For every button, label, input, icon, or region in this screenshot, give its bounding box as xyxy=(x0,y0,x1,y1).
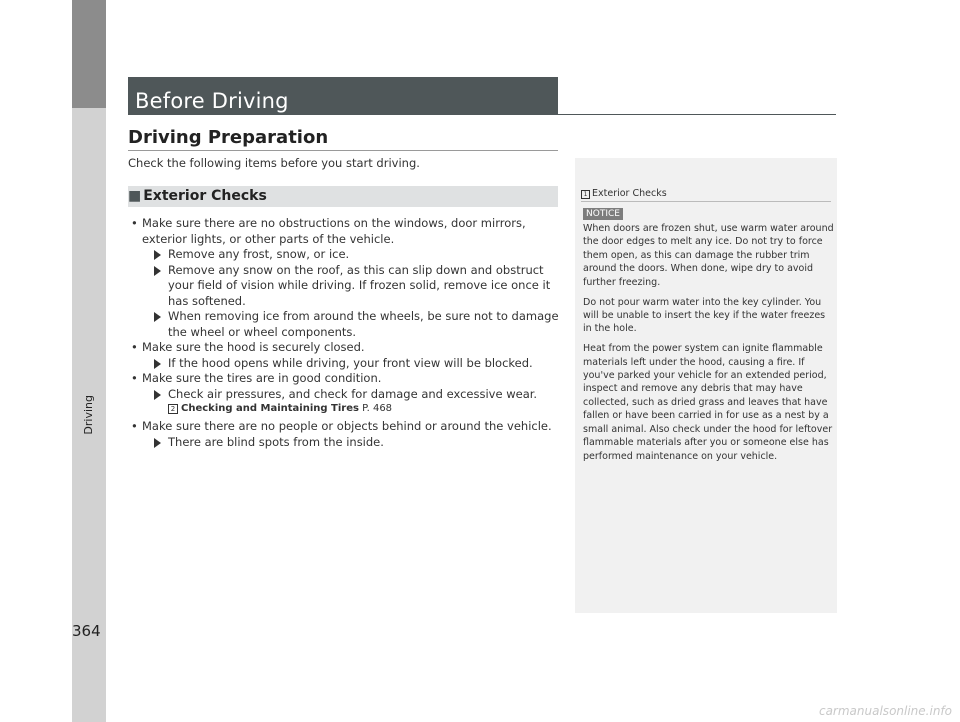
sub-item-text: Remove any frost, snow, or ice. xyxy=(168,247,350,261)
intro-text: Check the following items before you start driving. xyxy=(128,156,420,170)
cross-reference-link[interactable] xyxy=(128,402,560,416)
sub-item xyxy=(128,435,560,451)
bullet-text: Make sure there are no obstructions on the windows, door mirrors, exterior lights, or other parts of the vehicle. xyxy=(142,216,526,246)
sub-item xyxy=(128,247,560,263)
bullet-text: Make sure there are no people or objects behind or around the vehicle. xyxy=(142,419,552,433)
arrow-right-icon xyxy=(154,359,161,369)
reference-icon: 2 xyxy=(168,404,178,414)
side-notes-paragraph: Heat from the power system can ignite flammable materials left under the hood, causing a fire. If you've parked your vehicle for an extended period, inspect and remove any debris that may have collected, such as dried grass and leaves that have fallen or have been carried in for use as a nest by a small animal. Also check under the hood for leftover flammable materials after you or someone else has performed maintenance on your vehicle. xyxy=(583,343,833,462)
bullet-dot-icon: • xyxy=(131,371,138,385)
bullet-text: Make sure the tires are in good condition. xyxy=(142,371,382,385)
arrow-right-icon xyxy=(154,312,161,322)
bullet-dot-icon: • xyxy=(131,340,138,354)
sub-item-text: If the hood opens while driving, your front view will be blocked. xyxy=(168,355,533,370)
bullet-item xyxy=(128,340,560,356)
sub-item xyxy=(128,356,560,372)
arrow-right-icon xyxy=(154,250,161,260)
side-tab xyxy=(72,0,106,108)
reference-title: Checking and Maintaining Tires xyxy=(181,403,359,414)
bullet-dot-icon: • xyxy=(131,419,138,433)
watermark: carmanualsonline.info xyxy=(818,704,952,718)
page-number: 364 xyxy=(72,622,101,640)
heading-rule xyxy=(128,150,558,151)
checklist xyxy=(128,210,560,450)
side-notes-text xyxy=(583,222,835,469)
section-title: Before Driving xyxy=(135,89,289,113)
subheading-text: Exterior Checks xyxy=(143,188,267,204)
section-rule xyxy=(558,114,836,115)
page-heading: Driving Preparation xyxy=(128,127,329,148)
notice-badge: NOTICE xyxy=(583,208,623,220)
square-bullet-icon: ■ xyxy=(128,188,142,204)
sub-item xyxy=(128,263,560,310)
bullet-dot-icon: • xyxy=(131,216,138,230)
sub-item-text: When removing ice from around the wheels, be sure not to damage the wheel or wheel components. xyxy=(168,309,559,339)
note-icon: 1 xyxy=(581,190,590,199)
side-notes-rule xyxy=(581,201,831,202)
arrow-right-icon xyxy=(154,438,161,448)
side-notes-title: Exterior Checks xyxy=(592,188,667,199)
bullet-item xyxy=(128,216,560,247)
side-bar xyxy=(72,0,106,722)
sub-item xyxy=(128,387,560,403)
side-notes-paragraph: Do not pour warm water into the key cylinder. You will be unable to insert the key if the water freezes in the hole. xyxy=(583,296,826,335)
side-notes-paragraph: When doors are frozen shut, use warm water around the door edges to melt any ice. Do not try to force them open, as this can damage the rubber trim around the doors. When done, wipe dry to avoid further freezing. xyxy=(583,223,834,288)
arrow-right-icon xyxy=(154,390,161,400)
side-notes-heading xyxy=(581,188,667,199)
bullet-item xyxy=(128,371,560,387)
bullet-item xyxy=(128,419,560,435)
sub-item-text: Remove any snow on the roof, as this can slip down and obstruct your field of vision while driving. If frozen solid, remove ice once it has softened. xyxy=(168,262,551,308)
sub-item xyxy=(128,309,560,340)
sub-item-text: Check air pressures, and check for damage and excessive wear. xyxy=(168,386,538,401)
subheading xyxy=(128,188,267,204)
arrow-right-icon xyxy=(154,266,161,276)
sidebar-label: Driving xyxy=(82,395,95,435)
sub-item-text: There are blind spots from the inside. xyxy=(168,434,384,449)
reference-page: P. 468 xyxy=(362,403,393,414)
bullet-text: Make sure the hood is securely closed. xyxy=(142,340,365,354)
